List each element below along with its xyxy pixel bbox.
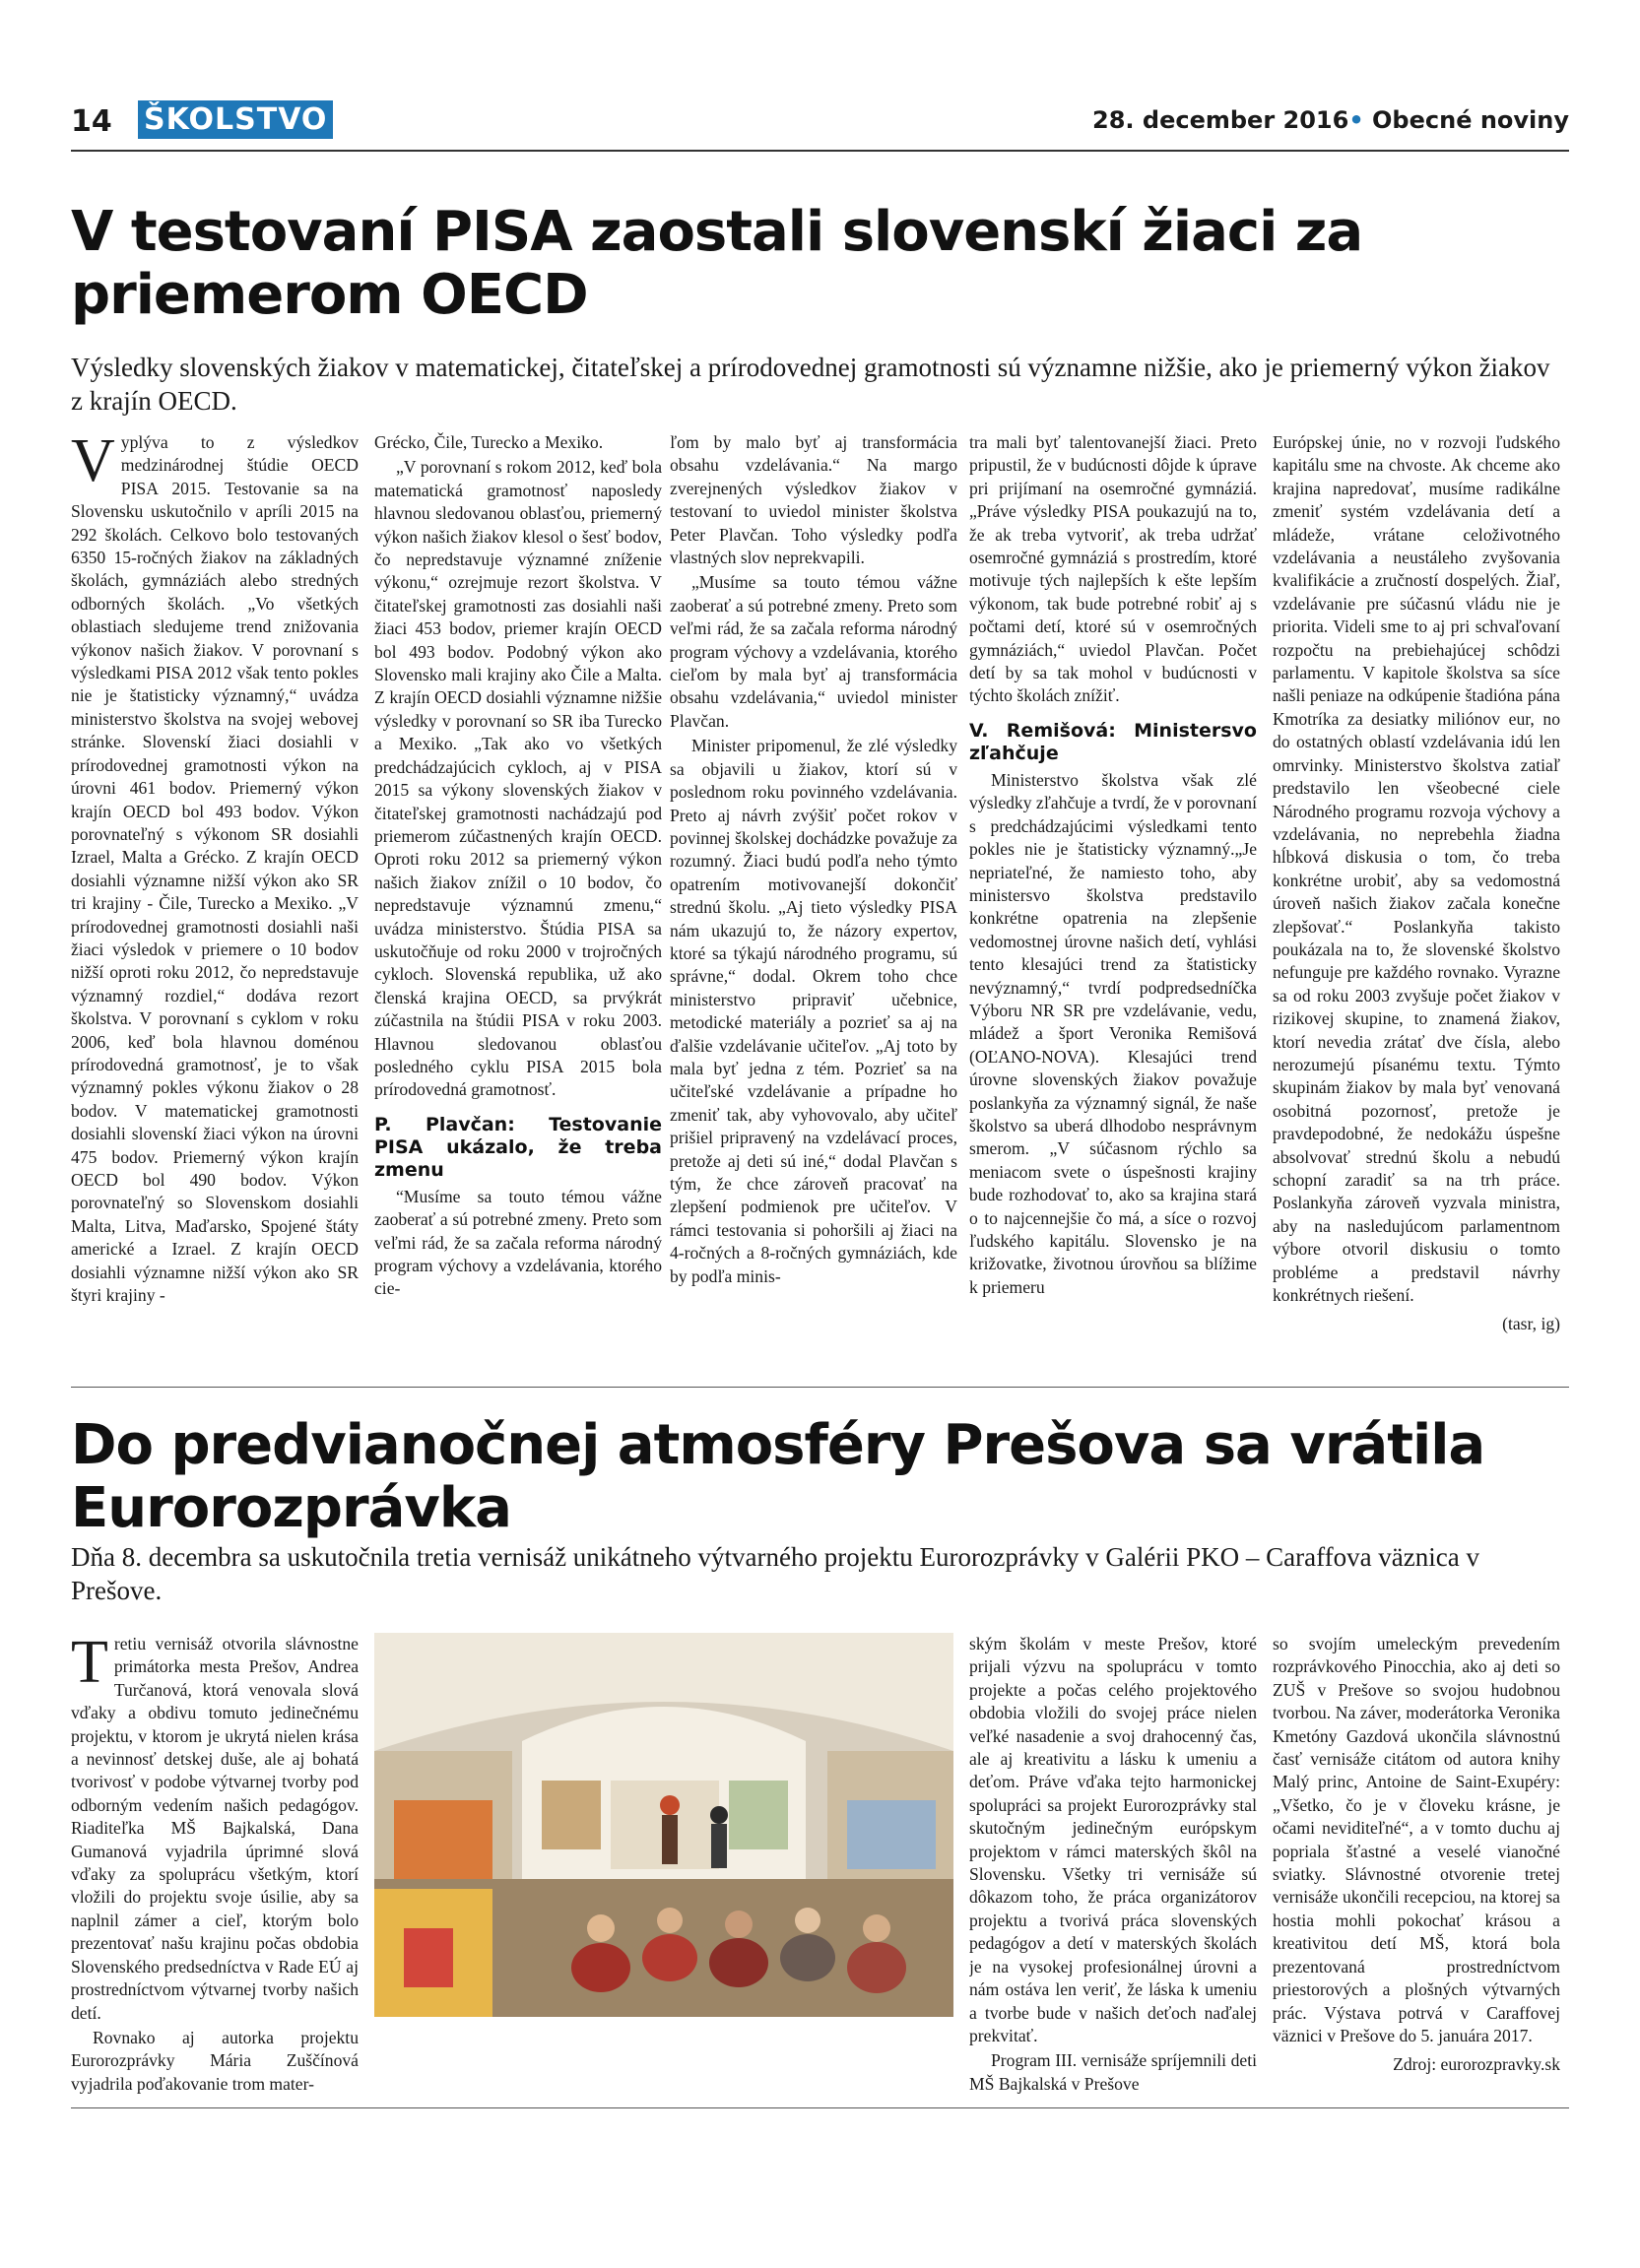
subheading: P. Plavčan: Testovanie PISA ukázalo, že treba zmenu: [374, 1113, 662, 1181]
date-text: 28. december 2016: [1092, 106, 1349, 134]
paragraph: yplýva to z výsledkov medzinárodnej štúdie OECD PISA 2015. Testovanie sa na Slovensku uskutočnilo v apríli 2015 na 292 školách. Celkovo bolo testovaných 6350 15-ročných žiakov na základných školách, gymnáziách alebo stredných odborných školách. „Vo všetkých oblastiach sledujeme trend znižovania výkonov našich žiakov. V porovnaní s výsledkami PISA 2012 však tento pokles nie je štatisticky významný,“ uvádza ministerstvo školstva na svojej webovej stránke. Slovenskí žiaci dosiahli v prírodovednej gramotnosti výkon na úrovni 461 bodov. Priemerný výkon krajín OECD bol 493 bodov. Výkon porovnateľný s výkonom SR dosiahli Izrael, Malta a Grécko. Z krajín OECD dosiahli významne nižší výkon ako SR tri krajiny - Čile, Turecko a Mexiko. „V prírodovednej gramotnosti dosiahli naši žiaci výsledok v priemere o 10 bodov nižší oproti roku 2012, čo nepredstavuje významný rozdiel,“ dodáva rezort školstva. V porovnaní s cyklom v roku 2006, keď bola hlavnou doménou prírodovedná gramotnosť, je to však významný pokles výkonu žiakov o 28 bodov. V matematickej gramotnosti dosiahli slovenskí žiaci výkon na úrovni 475 bodov. Priemerný výkon krajín OECD bol 490 bodov. Výkon porovnateľný so Slovenskom dosiahli Malta, Litva, Maďarsko, Spojené štáty americké a Izrael. Z krajín OECD dosiahli významne nižší výkon ako SR štyri krajiny -: [71, 432, 359, 1306]
article1-column-3: [670, 431, 957, 1367]
page-number: 14: [71, 104, 112, 139]
article2-column-1: [71, 1633, 359, 2096]
article2-column-4: [969, 1633, 1257, 2096]
paragraph: retiu vernisáž otvorila slávnostne primátorka mesta Prešov, Andrea Turčanová, ktorá venovala slová vďaky a obdivu tomuto jedinečnému projektu, v ktorom je ukrytá nielen krása a nevinnosť detskej duše, ale aj bohatá tvorivosť v podobe výtvarnej tvorby pod odborným vedením našich pedagógov. Riaditeľka MŠ Bajkalská, Dana Gumanová vyjadrila úprimné slová vďaky za spoluprácu všetkým, ktorí vložili do projektu svoje úsilie, aby sa naplnil zámer a cieľ, ktorým bolo prezentovať našu krajinu počas obdobia Slovenského predsedníctva v Rade EÚ aj prostredníctvom výtvarnej tvorby našich detí.: [71, 1634, 359, 2023]
article1-lead: Výsledky slovenských žiakov v matematickej, čitateľskej a prírodovednej gramotnosti sú významne nižšie, ako je priemerný výkon žiakov z krajín OECD.: [71, 353, 1550, 416]
subheading: V. Remišová: Ministersvo zľahčuje: [969, 719, 1257, 764]
paragraph: tra mali byť talentovanejší žiaci. Preto pripustil, že v budúcnosti dôjde k úprave pri prijímaní na osemročné gymnáziá. „Práve výsledky PISA poukazujú na to, že ak treba vytvoriť, ak treba udržať osemročné gymnáziá s prostredím, ktoré motivuje tých najlepších k ešte lepším výkonom, tak bude potrebné robiť aj s počtami detí, ktoré sú v osemročných gymnáziách,“ uviedol Plavčan. Počet detí by sa tak mohol v budúcnosti v týchto školách znížiť.: [969, 432, 1257, 706]
article1-column-4: [969, 431, 1257, 1367]
drop-cap: V: [71, 431, 115, 494]
article2-column-5: [1273, 1633, 1560, 2096]
paragraph: “Musíme sa touto témou vážne zaoberať a sú potrebné zmeny. Preto som veľmi rád, že sa začala reforma národný program výchovy a vzdelávania, ktorého cie-: [374, 1186, 662, 1299]
page-header: [71, 98, 1569, 148]
paragraph: Minister pripomenul, že zlé výsledky sa objavili u žiakov, ktorí sú v poslednom roku povinného vzdelávania. Preto aj návrh zvýšiť počet rokov v povinnej školskej dochádzke považuje za rozumný. Žiaci budú podľa neho týmto opatrením motivovanejší dokončiť strednú školu. „Aj tieto výsledky PISA nám ukazujú to, že názory expertov, ktoré sa týkajú národného programu, sú správne,“ dodal. Okrem toho chce ministerstvo pripraviť učebnice, metodické materiály a pozrieť sa aj na ďalšie vzdelávanie učiteľov. „Aj toto by mala byť jedna z tém. Pozrieť sa na učiteľské vzdelávanie a prípadne ho zmeniť tak, aby vyhovovalo, aby učiteľ prišiel pripravený na vzdelávací proces, pretože aj deti sú iné,“ dodal Plavčan s tým, že chce zároveň pracovať na zlepšení podmienok pre učiteľov. V rámci testovania si pohoršili aj žiaci na 4-ročných a 8-ročných gymnáziách, kde by podľa minis-: [670, 736, 957, 1286]
footer-divider: [71, 2107, 1569, 2108]
article1-source: (tasr, ig): [1502, 1314, 1560, 1334]
paragraph: Ministerstvo školstva však zlé výsledky zľahčuje a tvrdí, že v porovnaní s predchádzajúcimi výsledkami tento pokles nie je štatisticky významný.„Je nepriateľné, že namiesto toho, aby ministersvo školstva predstavilo konkrétne opatrenia na zlepšenie vedomostnej úrovne našich detí, vyhlási tento klesajúci trend za štatisticky nevýznamný,“ tvrdí podpredsedníčka Výboru NR SR pre vzdelávanie, vedu, mládež a šport Veronika Remišová (OĽANO-NOVA). Klesajúci trend úrovne slovenských žiakov považuje poslankyňa za významný signál, že naše školstvo sa uberá dlhodobo nesprávnym smerom. „V súčasnom rýchlo sa meniacom svete o úspešnosti krajiny bude rozhodovať to, ako sa krajina stará o to najcennejšie čo má, a síce o rozvoj ľudského kapitálu. Slovensko je na križovatke, životnou úrovňou sa blížime k priemeru: [969, 769, 1257, 1297]
paragraph: Európskej únie, no v rozvoji ľudského kapitálu sme na chvoste. Ak chceme ako krajina napredovať, musíme radikálne zmeniť systém vzdelávania detí a mládeže, vrátane celoživotného vzdelávania a neustáleho zvyšovania kvalifikácie a zručností dospelých. Žiaľ, vzdelávanie pre súčasnú vládu nie je priorita. Videli sme to aj pri schvaľovaní rozpočtu na prebiehajúcej schôdzi parlamentu. V kapitole školstva sa síce našli peniaze na odkúpenie štadióna pána Kmotríka za desiatky miliónov eur, no do ostatných oblastí vzdelávania idú len omrvinky. Ministerstvo školstva zatiaľ predstavilo len všeobecné ciele Národného programu rozvoja výchovy a vzdelávania, no neprebehla žiadna hĺbková diskusia o tom, čo treba konkrétne urobiť, aby sa vedomostná úroveň našich žiakov začala konečne zlepšovať.“ Poslankyňa takisto poukázala na to, že slovenské školstvo nefunguje pre každého rovnako. Vyrazne sa od roku 2003 zvyšuje počet žiakov v rizikovej skupine, to znamená žiakov, ktorí nevedia zrátať dve čísla, alebo nerozumejú písanému textu. Týmto skupinám žiakov by mala byť venovaná osobitná pozornosť, pretože je pravdepodobné, že nedokážu úspešne absolvovať strednú školu a nebudú schopní zaradiť sa na trh práce. Poslankyňa zároveň vyzvala ministra, aby na nasledujúcom parlamentnom výbore otvoril diskusiu o tomto probléme a predstavil návrhy konkrétnych riešení.: [1273, 432, 1560, 1306]
article1-column-5: [1273, 431, 1560, 1367]
paragraph: ským školám v meste Prešov, ktoré prijali výzvu na spoluprácu v tomto projekte a počas celého projektového obdobia vložili do svojej práce nielen veľké nasadenie a svoj drahocenný čas, ale aj kreativitu a lásku k umeniu a deťom. Práve vďaka tejto harmonickej spolupráci sa projekt Eurorozprávky stal skutočným jedinečným európskym projektom v rámci materských škôl na Slovensku. Všetky tri vernisáže sú dôkazom toho, že práca organizátorov projektu a tvorivá práca slovenských pedagógov a detí v materských školách je na vysokej profesionálnej úrovni a nám ostáva len veriť, že láska k umeniu a tvorbe bude v našich deťoch naďalej prekvitať.: [969, 1634, 1257, 2045]
header-divider: [71, 150, 1569, 152]
article-divider: [71, 1387, 1569, 1388]
paragraph: ľom by malo byť aj transformácia obsahu vzdelávania.“ Na margo zverejnených výsledkov žiakov v testovaní to uviedol minister školstva Peter Plavčan. Toho výsledky podľa vlastných slov neprekvapili.: [670, 432, 957, 568]
paper-name: Obecné noviny: [1372, 106, 1569, 134]
bullet-icon: •: [1348, 106, 1364, 134]
article2-lead: Dňa 8. decembra sa uskutočnila tretia vernisáž unikátneho výtvarného projektu Eurorozprávky v Galérii PKO – Caraffova väznica v Prešove.: [71, 1542, 1479, 1605]
issue-date: [1092, 106, 1569, 134]
paragraph: „Musíme sa touto témou vážne zaoberať a sú potrebné zmeny. Preto som veľmi rád, že sa začala reforma národný program výchovy a vzdelávania, ktorého cieľom by mala byť aj transformácia obsahu vzdelávania,“ uviedol minister Plavčan.: [670, 572, 957, 731]
exhibition-photo-illustration: [374, 1633, 953, 2017]
paragraph: Grécko, Čile, Turecko a Mexiko.: [374, 432, 604, 452]
section-label: ŠKOLSTVO: [138, 100, 333, 139]
paragraph: „V porovnaní s rokom 2012, keď bola matematická gramotnosť naposledy hlavnou sledovanou oblasťou, priemerný výkon našich žiakov klesol o šesť bodov, čo nepredstavuje významné zníženie výkonu,“ ozrejmuje rezort školstva. V čitateľskej gramotnosti zas dosiahli naši žiaci 453 bodov, priemer krajín OECD bol 493 bodov. Podobný výkon ako Slovensko mali krajiny ako Čile a Malta. Z krajín OECD dosiahli významne nižšie výsledky v porovnaní so SR iba Turecko a Mexiko. „Tak ako vo všetkých predchádzajúcich cykloch, aj v PISA 2015 sa výkony slovenských žiakov v čitateľskej gramotnosti nachádzajú pod priemerom zúčastnených krajín OECD. Oproti roku 2012 sa priemerný výkon našich žiakov znížil o 10 bodov, čo nepredstavuje významnú zmenu,“ uvádza ministerstvo. Štúdia PISA sa uskutočňuje od roku 2000 v trojročných cykloch. Slovenská republika, už ako členská krajina OECD, sa prvýkrát zúčastnila na štúdii PISA v roku 2003. Hlavnou sledovanou oblasťou posledného cyklu PISA 2015 bola prírodovedná gramotnosť.: [374, 457, 662, 1100]
drop-cap: T: [71, 1633, 108, 1696]
article1-title: V testovaní PISA zaostali slovenskí žiaci za priemerom OECD: [71, 200, 1363, 327]
article1-column-2: [374, 431, 662, 1367]
article2-title: Do predvianočnej atmosféry Prešova sa vrátila Eurorozprávka: [71, 1413, 1485, 1540]
paragraph: so svojím umeleckým prevedením rozprávkového Pinocchia, ako aj deti so ZUŠ v Prešove so svojou hudobnou tvorbou. Na záver, moderátorka Veronika Kmetóny Gazdová ukončila slávnostnú časť vernisáže citátom od autora knihy Malý princ, Antoine de Saint-Exupéry: „Všetko, čo je v človeku krásne, je očami neviditeľné“, a v tomto duchu aj popriala šťastné a veselé vianočné sviatky. Slávnostné otvorenie tretej vernisáže ukončili recepciou, na ktorej sa hostia mohli pokochať krásou a kreativitou detí MŠ, ktorá bola prezentovaná prostredníctvom priestorových a plošných výtvarných prác. Výstava potrvá v Caraffovej väznici v Prešove do 5. januára 2017.: [1273, 1634, 1560, 2045]
exhibition-photo: [374, 1633, 953, 2017]
article2-source: Zdroj: eurorozpravky.sk: [1393, 2054, 1560, 2075]
paragraph: Rovnako aj autorka projektu Eurorozprávky Mária Zuščínová vyjadrila poďakovanie trom mater-: [71, 2027, 359, 2094]
paragraph: Program III. vernisáže spríjemnili deti MŠ Bajkalská v Prešove: [969, 2050, 1257, 2094]
article1-column-1: [71, 431, 359, 1367]
